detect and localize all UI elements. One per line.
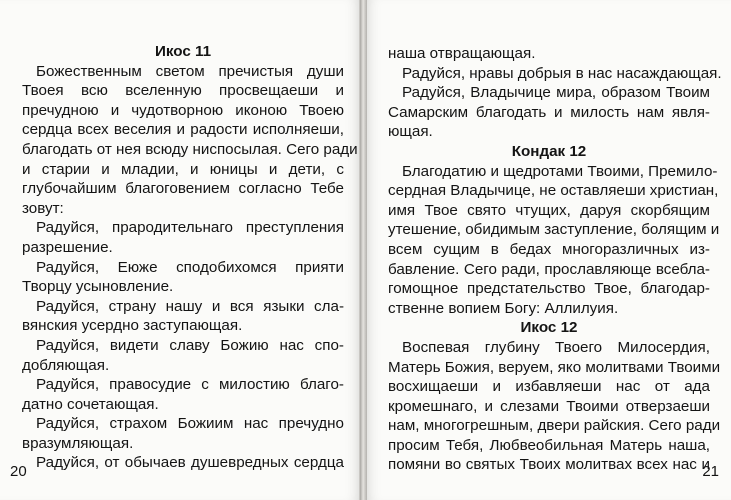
text-line: кромешнаго, и слезами Твоими отверзаеши — [388, 397, 710, 415]
text-line: Радуйся, правосудие с милостию благо- — [36, 376, 344, 394]
text-line: Радуйся, нравы добрыя в нас насаждающая. — [402, 64, 722, 82]
text-line: Радуйся, видети славу Божию нас спо- — [36, 336, 344, 354]
text-line: Матерь Божия, веруем, яко молитвами Твоими — [388, 358, 721, 376]
ikos-12-heading: Икос 12 — [520, 319, 578, 337]
text-line: Радуйся, страхом Божиим нас пречудно — [36, 415, 344, 433]
text-line: датно сочетающая. — [22, 395, 159, 413]
text-line: Благодатию и щедротами Твоими, Премило- — [402, 162, 718, 180]
text-line: Творцу усыновление. — [22, 278, 174, 296]
text-line: вянския усердно заступающая. — [22, 317, 243, 335]
text-line: Божественным светом пречистыя души — [36, 62, 344, 80]
text-line: Воспевая глубину Твоего Милосердия, — [402, 338, 710, 356]
text-line: сердца всех веселия и радости исполняеши, — [22, 121, 344, 139]
text-line: Радуйся, страну нашу и вся языки сла- — [36, 297, 344, 315]
page-number-right: 21 — [702, 463, 719, 480]
book-gutter — [360, 0, 367, 500]
text-line: всем сущим в бедах многоразличных из- — [388, 240, 710, 258]
text-line: Радуйся, от обычаев душевредных сердца — [36, 454, 344, 472]
text-line: и старии и младии, и юницы и дети, с — [22, 160, 344, 178]
text-line: наша отвращающая. — [388, 45, 536, 62]
ikos-11-heading: Икос 11 — [154, 43, 212, 60]
kondak-12-heading: Кондак 12 — [511, 142, 587, 160]
text-line: восхищаеши и избавляеши нас от ада — [388, 378, 710, 396]
text-line: вразумляющая. — [22, 434, 134, 452]
text-line: добляющая. — [22, 356, 110, 374]
text-line: ющая. — [388, 123, 433, 141]
left-page — [0, 0, 360, 500]
text-line: гомощное предстательство Твое, благодар- — [388, 280, 710, 298]
text-line: глубочайшим благоговением согласно Тебе — [22, 180, 344, 198]
right-page — [367, 0, 731, 500]
text-line: благодать от нея всюду ниспосылая. Сего ради — [22, 140, 358, 158]
text-line: имя Твое свято чтущих, даруя скорбящим — [388, 201, 710, 219]
page-number-left: 20 — [10, 463, 27, 480]
text-line: бавление. Сего ради, прославляюще всебла- — [388, 260, 710, 278]
text-line: разрешение. — [22, 238, 113, 256]
text-line: просим Тебя, Любвеобильная Матерь наша, — [388, 436, 710, 454]
text-line: Радуйся, Еюже сподобихомся прияти — [36, 258, 344, 276]
text-line: Твоея всю вселенную просвещаеши и — [22, 82, 344, 100]
text-line: помяни во святых Твоих молитвах всех нас и — [388, 456, 710, 474]
text-line: Радуйся, Владычице мира, образом Твоим — [402, 84, 710, 102]
text-line: нам, многогрешным, двери райския. Сего ради — [388, 417, 721, 435]
text-line: сердная Владычице, не оставляеши христиан, — [388, 182, 719, 200]
text-line: Радуйся, прародительнаго преступления — [36, 219, 344, 237]
text-line: Самарским благодать и милость нам явля- — [388, 103, 710, 121]
left-page-content — [22, 42, 358, 473]
text-line: ственне вопием Богу: Аллилуия. — [388, 299, 619, 317]
text-line: пречудною и чудотворною иконою Твоею — [22, 101, 344, 119]
text-line: утешение, обидимым заступление, болящим и — [388, 221, 720, 239]
text-line: зовут: — [22, 199, 64, 217]
